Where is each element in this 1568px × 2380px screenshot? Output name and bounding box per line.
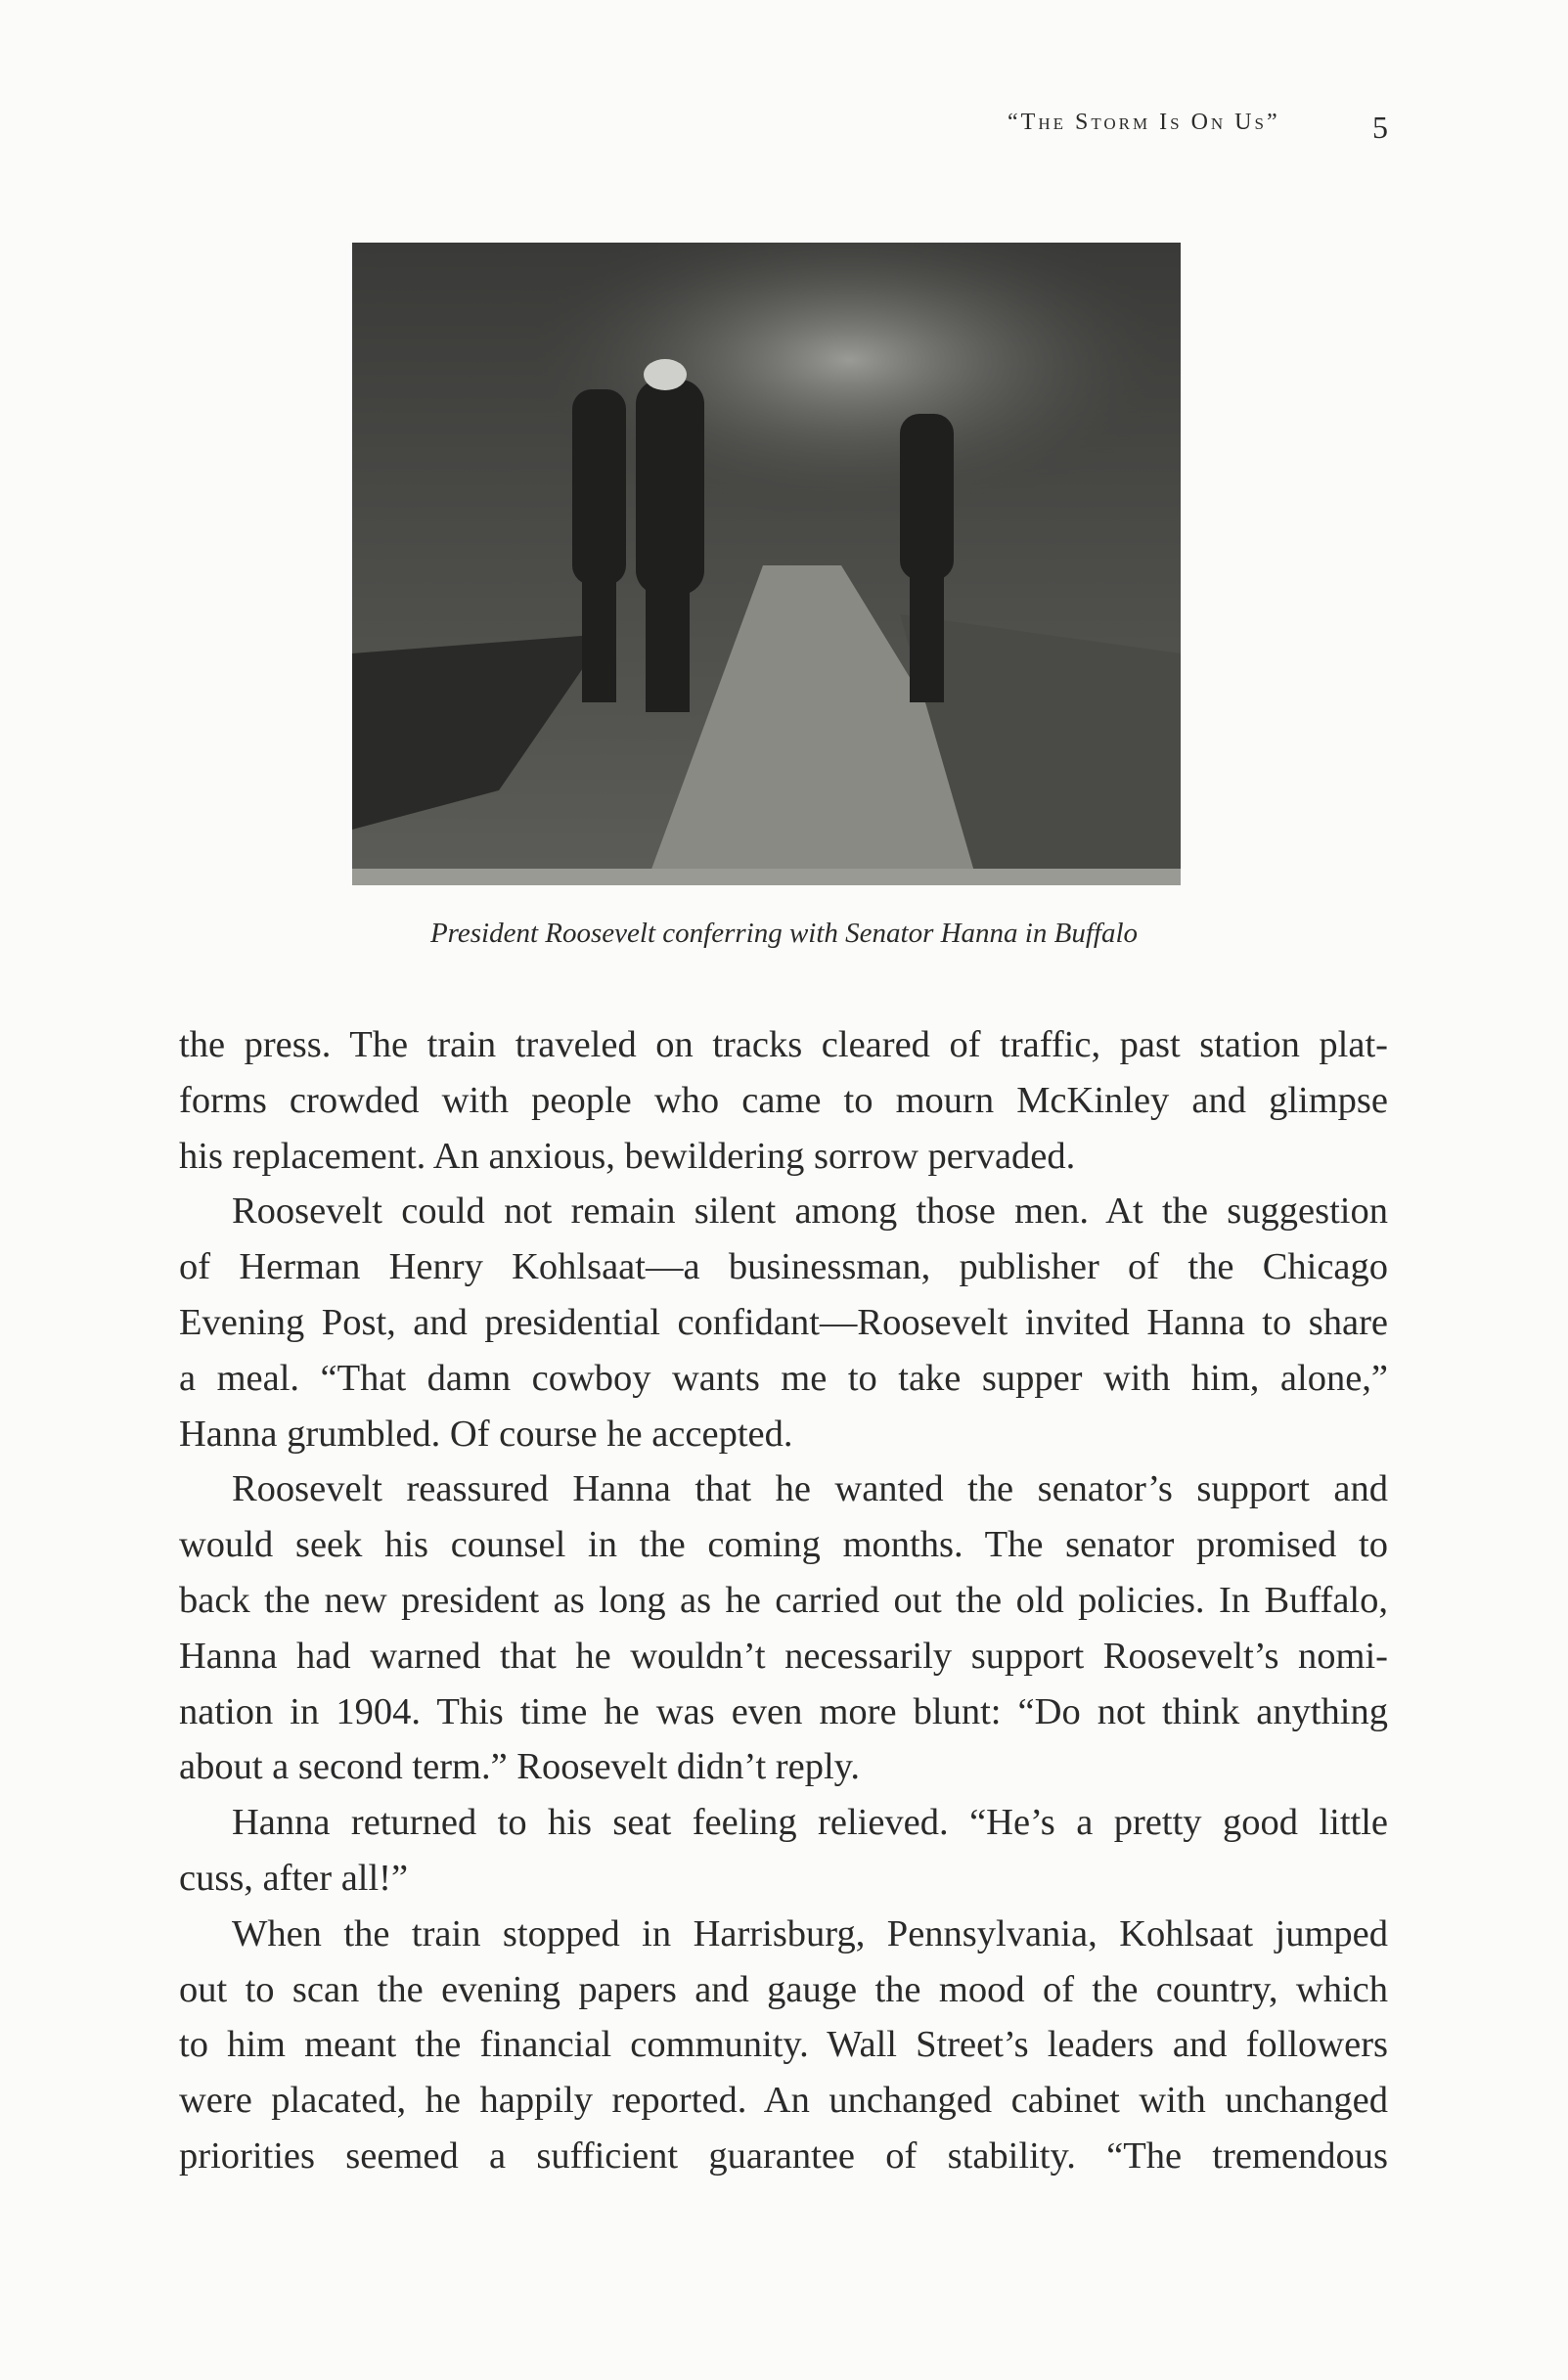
- text-line: of Herman Henry Kohlsaat—a businessman, publisher of the Chicago: [179, 1246, 1388, 1288]
- text-line: were placated, he happily reported. An unchanged cabinet with unchanged: [179, 2080, 1388, 2122]
- text-line: a meal. “That damn cowboy wants me to take supper with him, alone,”: [179, 1357, 1388, 1399]
- text-line: to him meant the financial community. Wall Street’s leaders and followers: [179, 2024, 1388, 2066]
- text-line: his replacement. An anxious, bewildering sorrow pervaded.: [179, 1135, 1076, 1177]
- text-line: Roosevelt could not remain silent among those men. At the suggestion: [232, 1190, 1388, 1233]
- text-line: Hanna grumbled. Of course he accepted.: [179, 1413, 793, 1455]
- text-line: priorities seemed a sufficient guarantee of stability. “The tremendous: [179, 2134, 1388, 2177]
- page-number: 5: [1372, 110, 1388, 145]
- text-line: Evening Post, and presidential confidant—Roosevelt invited Hanna to share: [179, 1301, 1388, 1343]
- text-line: would seek his counsel in the coming months. The senator promised to: [179, 1524, 1388, 1566]
- text-line: nation in 1904. This time he was even more blunt: “Do not think anything: [179, 1690, 1388, 1732]
- text-line: Roosevelt reassured Hanna that he wanted the senator’s support and: [232, 1468, 1388, 1510]
- photograph: [352, 243, 1181, 885]
- text-line: Hanna had warned that he wouldn’t necessarily support Roosevelt’s nomi-: [179, 1635, 1388, 1677]
- text-line: cuss, after all!”: [179, 1857, 409, 1899]
- text-line: When the train stopped in Harrisburg, Pennsylvania, Kohlsaat jumped: [232, 1912, 1388, 1954]
- text-line: forms crowded with people who came to mourn McKinley and glimpse: [179, 1079, 1388, 1121]
- text-line: about a second term.” Roosevelt didn’t reply.: [179, 1746, 861, 1788]
- text-line: back the new president as long as he carried out the old policies. In Buffalo,: [179, 1579, 1388, 1621]
- running-head: “The Storm Is On Us”: [1008, 110, 1280, 135]
- body-text: [179, 1017, 1388, 2184]
- figure-caption: President Roosevelt conferring with Senator Hanna in Buffalo: [429, 918, 1139, 949]
- text-line: the press. The train traveled on tracks cleared of traffic, past station plat-: [179, 1024, 1388, 1065]
- text-line: Hanna returned to his seat feeling relieved. “He’s a pretty good little: [232, 1802, 1388, 1844]
- text-line: out to scan the evening papers and gauge the mood of the country, which: [179, 1968, 1388, 2010]
